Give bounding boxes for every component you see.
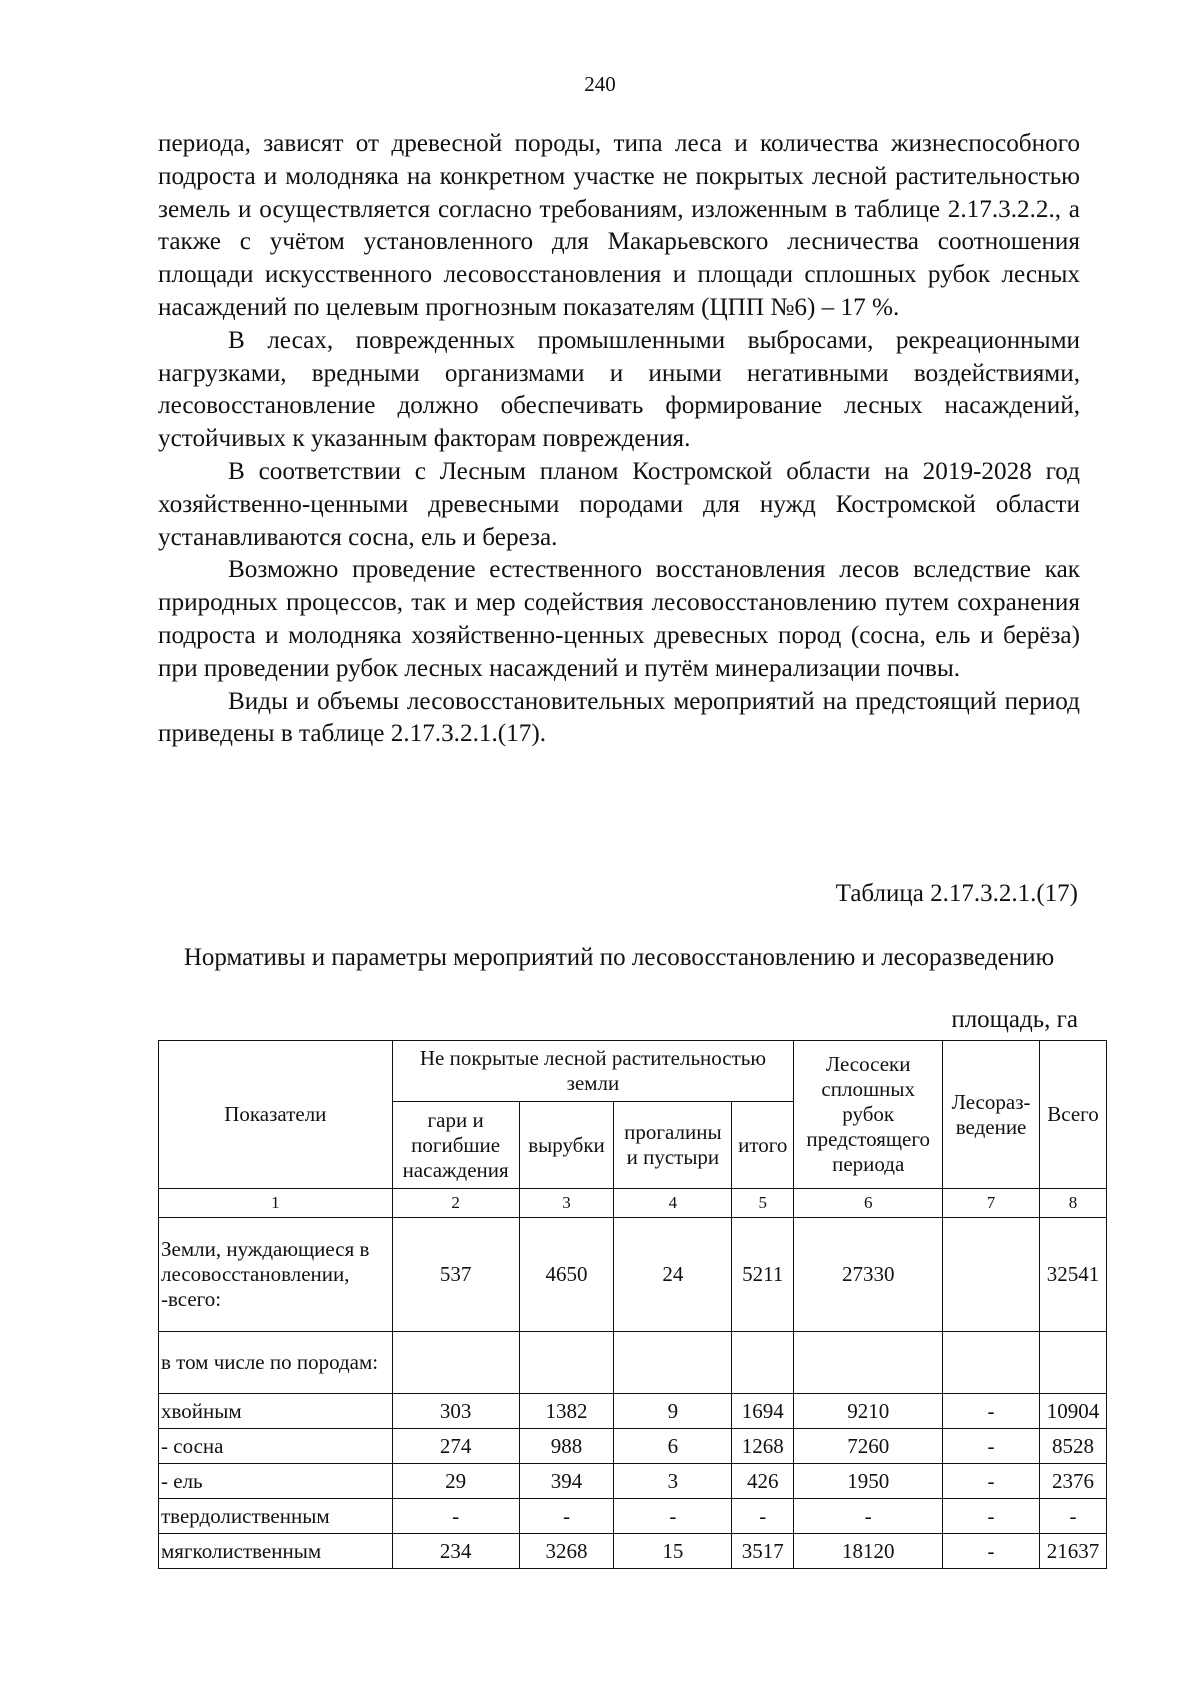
table-cell: 32541 <box>1040 1218 1107 1332</box>
column-number: 8 <box>1040 1189 1107 1218</box>
paragraph-3: В соответствии с Лесным планом Костромской области на 2019-2028 год хозяйственно-ценными древесными породами для нужд Костромской области устанавливаются сосна, ель и береза. <box>158 457 1080 551</box>
table-cell: 9 <box>614 1394 732 1429</box>
column-number-row <box>159 1189 1107 1218</box>
column-number: 1 <box>159 1189 393 1218</box>
table-row <box>159 1464 1107 1499</box>
table-cell: 9210 <box>794 1394 943 1429</box>
table-cell: 6 <box>614 1429 732 1464</box>
table-cell: - <box>732 1499 794 1534</box>
table-cell <box>519 1332 614 1394</box>
table-row <box>159 1332 1107 1394</box>
header-unforested-group: Не покрытые лесной растительностью земли <box>392 1041 794 1102</box>
row-label: в том числе по породам: <box>159 1332 393 1394</box>
table-row <box>159 1534 1107 1569</box>
table-cell: 27330 <box>794 1218 943 1332</box>
table-cell: 426 <box>732 1464 794 1499</box>
row-label: - ель <box>159 1464 393 1499</box>
row-label: Земли, нуждающиеся в лесовосстановлении, -всего: <box>159 1218 393 1332</box>
column-number: 5 <box>732 1189 794 1218</box>
table-cell: 7260 <box>794 1429 943 1464</box>
table-cell: - <box>1040 1499 1107 1534</box>
header-row-1 <box>159 1041 1107 1102</box>
table-cell: - <box>943 1464 1040 1499</box>
table-cell: - <box>614 1499 732 1534</box>
row-label: твердолиственным <box>159 1499 393 1534</box>
header-subtotal: итого <box>732 1102 794 1189</box>
page-number: 240 <box>584 72 616 96</box>
table-cell: 1950 <box>794 1464 943 1499</box>
header-glades: прогалины и пустыри <box>614 1102 732 1189</box>
paragraph-5: Виды и объемы лесовосстановительных мероприятий на предстоящий период приведены в таблице 2.17.3.2.1.(17). <box>158 687 1080 748</box>
table-title: Нормативы и параметры мероприятий по лесовосстановлению и лесоразведению <box>183 944 1055 971</box>
table-cell <box>943 1218 1040 1332</box>
table-reference: Таблица 2.17.3.2.1.(17) <box>835 880 1078 907</box>
table-cell <box>1040 1332 1107 1394</box>
table-cell: - <box>943 1429 1040 1464</box>
table-cell: - <box>943 1394 1040 1429</box>
table-row <box>159 1394 1107 1429</box>
table-cell: 8528 <box>1040 1429 1107 1464</box>
header-total: Всего <box>1040 1041 1107 1189</box>
table-cell: 537 <box>392 1218 519 1332</box>
column-number: 4 <box>614 1189 732 1218</box>
table-cell: 2376 <box>1040 1464 1107 1499</box>
paragraph-1: периода, зависят от древесной породы, типа леса и количества жизнеспособного подроста и молодняка на конкретном участке не покрытых лесной растительностью земель и осуществляется согласно требованиям, изложенным в таблице 2.17.3.2.2., а также с учётом установленного для Макарьевского лесничества соотношения площади искусственного лесовосстановления и площади сплошных рубок лесных насаждений по целевым прогнозным показателям (ЦПП №6) – 17 %. <box>158 130 1080 321</box>
table-cell <box>392 1332 519 1394</box>
table-cell: 10904 <box>1040 1394 1107 1429</box>
header-clearcuts: Лесосеки сплошных рубок предстоящего периода <box>794 1041 943 1189</box>
column-number: 6 <box>794 1189 943 1218</box>
table-cell: 274 <box>392 1429 519 1464</box>
header-cutovers: вырубки <box>519 1102 614 1189</box>
table-row <box>159 1429 1107 1464</box>
table-cell: - <box>519 1499 614 1534</box>
column-number: 7 <box>943 1189 1040 1218</box>
header-indicators: Показатели <box>159 1041 393 1189</box>
paragraph-2: В лесах, поврежденных промышленными выбросами, рекреационными нагрузками, вредными организмами и иными негативными воздействиями, лесовосстановление должно обеспечивать формирование лесных насаждений, устойчивых к указанным факторам повреждения. <box>158 326 1080 453</box>
table-cell: - <box>943 1534 1040 1569</box>
table-row <box>159 1499 1107 1534</box>
table-cell: 21637 <box>1040 1534 1107 1569</box>
row-label: хвойным <box>159 1394 393 1429</box>
body-text <box>158 128 1080 751</box>
table-cell: 1382 <box>519 1394 614 1429</box>
table-cell: 24 <box>614 1218 732 1332</box>
paragraph-4: Возможно проведение естественного восстановления лесов вследствие как природных процессов, так и мер содействия лесовосстановлению путем сохранения подроста и молодняка хозяйственно-ценных древесных пород (сосна, ель и берёза) при проведении рубок лесных насаждений и путём минерализации почвы. <box>158 556 1080 682</box>
table-cell: 29 <box>392 1464 519 1499</box>
unit-label: площадь, га <box>951 1006 1078 1033</box>
table-cell <box>732 1332 794 1394</box>
table-cell: 3 <box>614 1464 732 1499</box>
table-cell: 3517 <box>732 1534 794 1569</box>
column-number: 2 <box>392 1189 519 1218</box>
table-cell: 3268 <box>519 1534 614 1569</box>
table-cell <box>614 1332 732 1394</box>
header-burned: гари и погибшие насаждения <box>392 1102 519 1189</box>
data-table <box>158 1040 1107 1569</box>
table-cell: 4650 <box>519 1218 614 1332</box>
header-afforestation: Лесораз-ведение <box>943 1041 1040 1189</box>
table-cell: 1268 <box>732 1429 794 1464</box>
table-cell <box>794 1332 943 1394</box>
table-cell: 988 <box>519 1429 614 1464</box>
table-cell: - <box>392 1499 519 1534</box>
table-row <box>159 1218 1107 1332</box>
table-cell: 394 <box>519 1464 614 1499</box>
table-cell: 5211 <box>732 1218 794 1332</box>
table-cell: 234 <box>392 1534 519 1569</box>
table-cell: 18120 <box>794 1534 943 1569</box>
table-cell: - <box>794 1499 943 1534</box>
table-cell: 303 <box>392 1394 519 1429</box>
row-label: мягколиственным <box>159 1534 393 1569</box>
table-cell <box>943 1332 1040 1394</box>
column-number: 3 <box>519 1189 614 1218</box>
table-cell: 1694 <box>732 1394 794 1429</box>
table-cell: - <box>943 1499 1040 1534</box>
table-cell: 15 <box>614 1534 732 1569</box>
row-label: - сосна <box>159 1429 393 1464</box>
